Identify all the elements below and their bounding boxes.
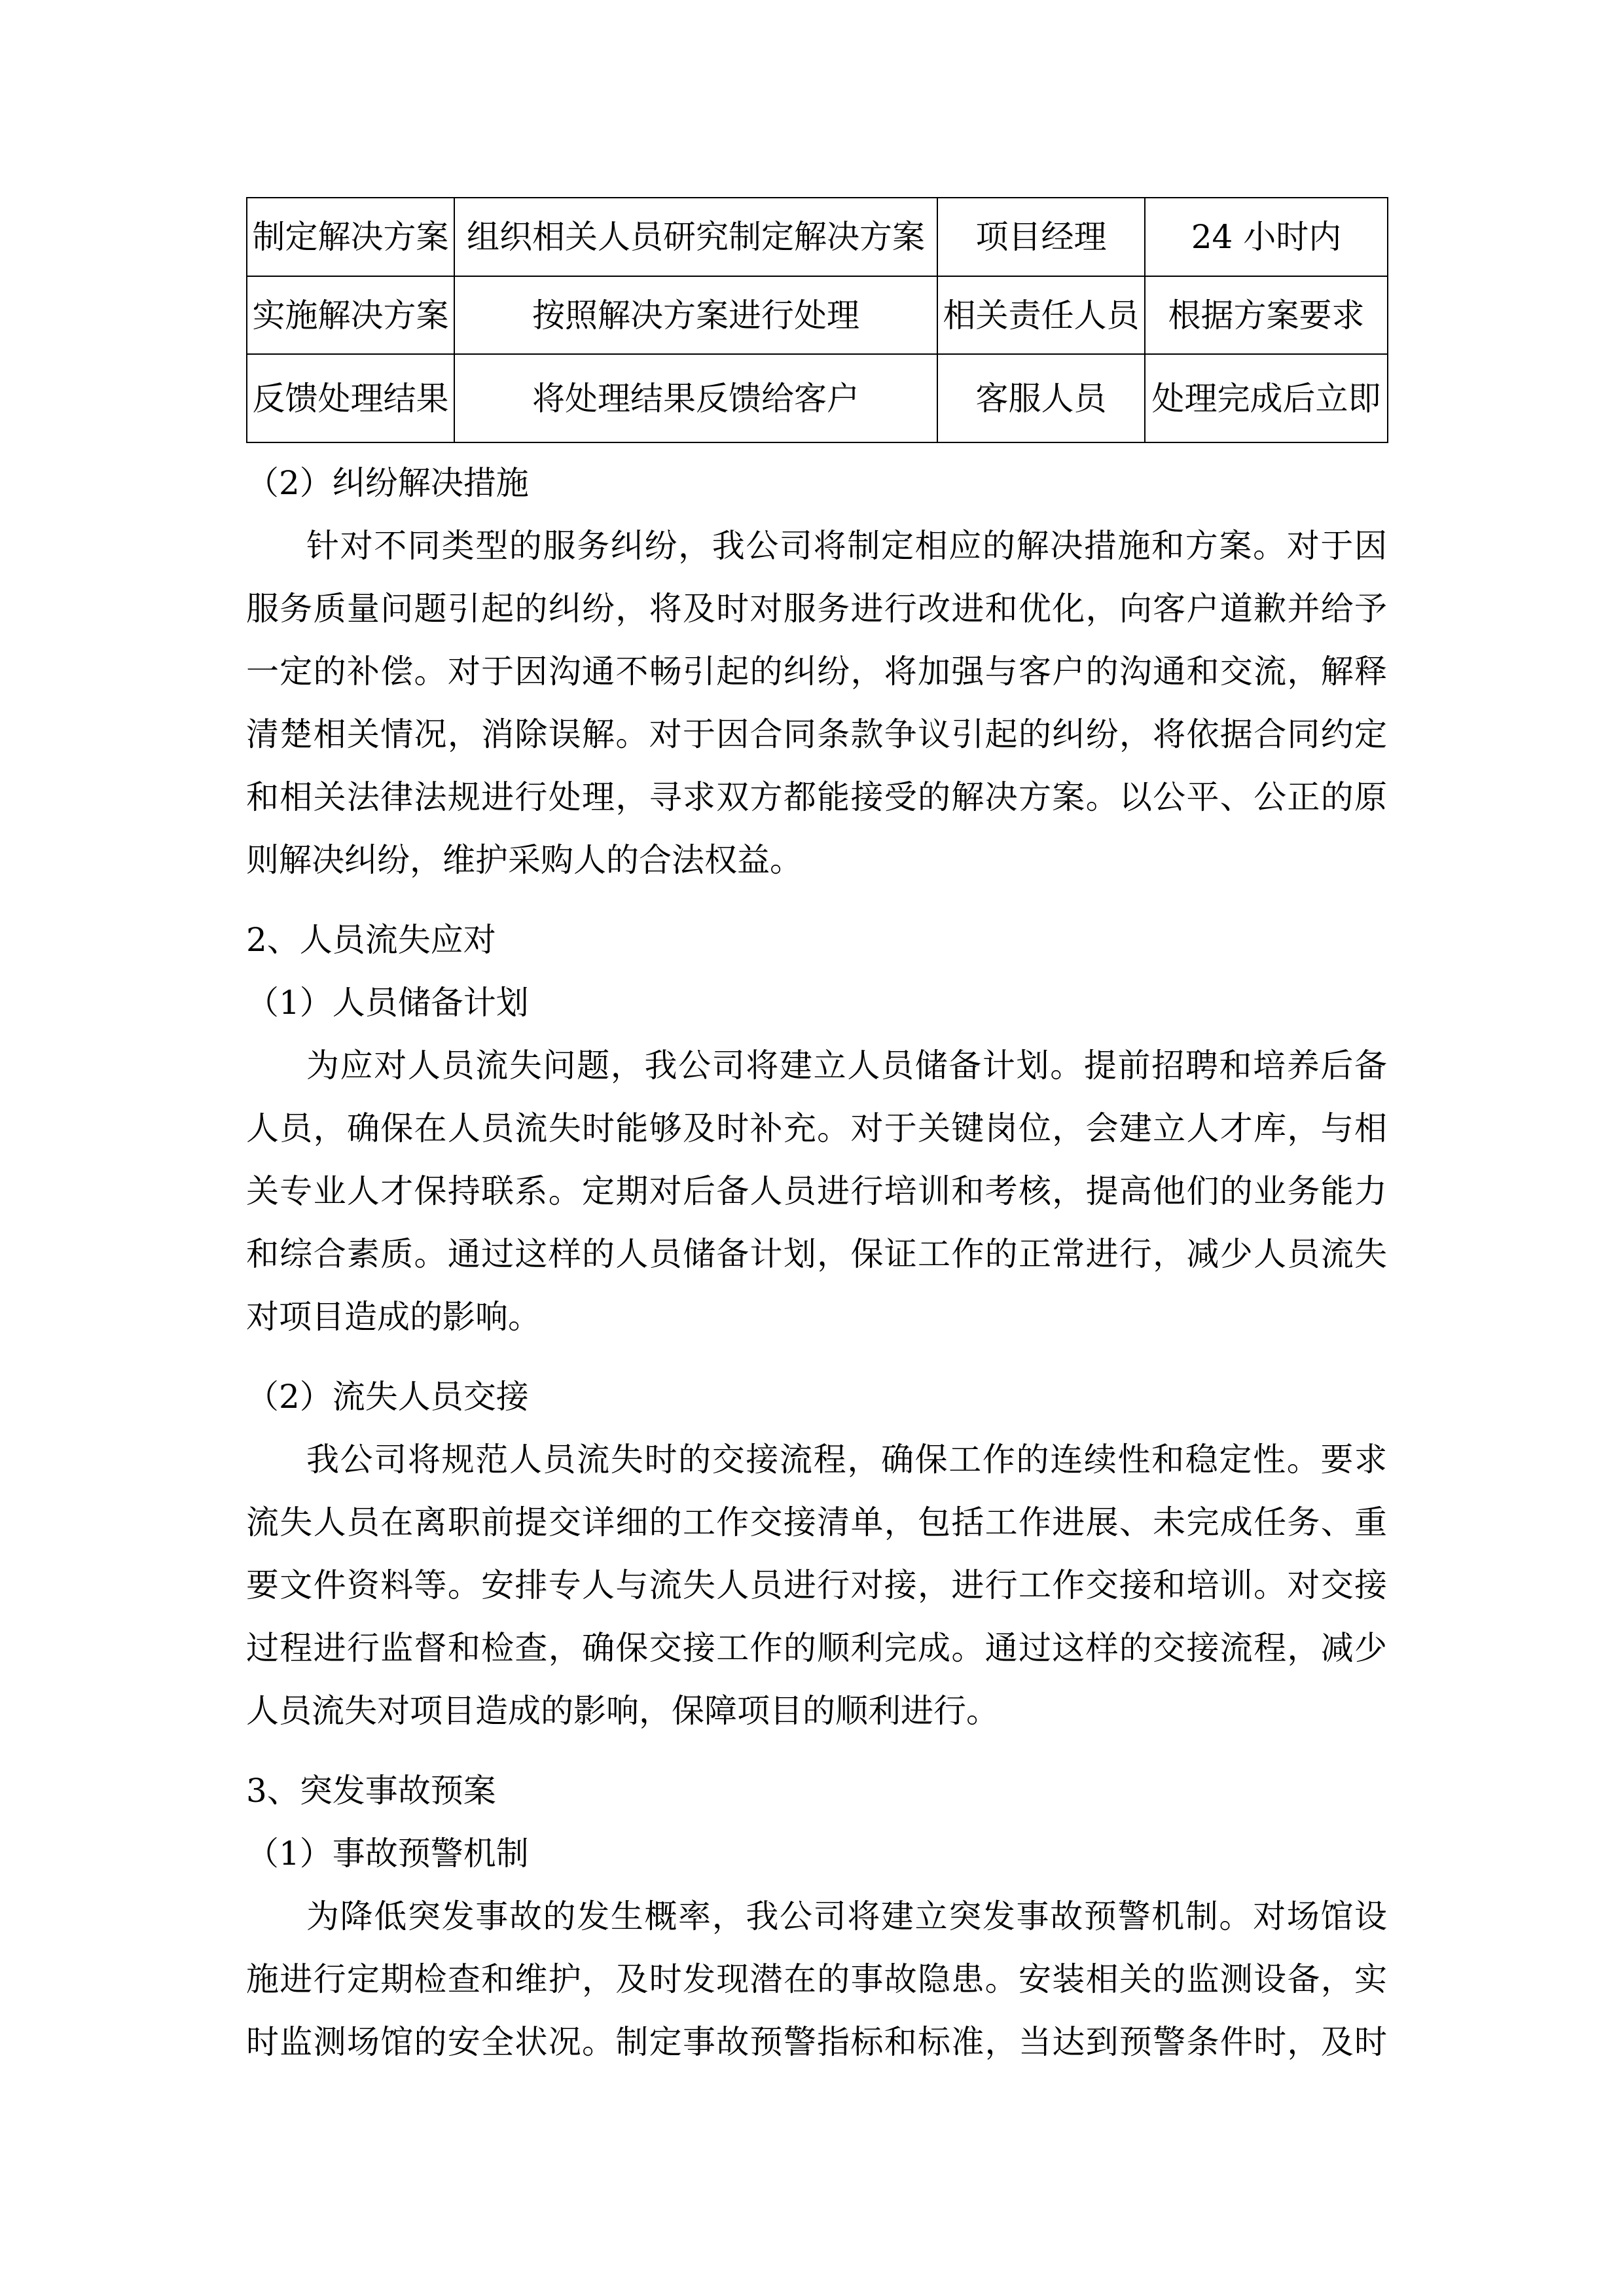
paragraph-line: 施进行定期检查和维护，及时发现潜在的事故隐患。安装相关的监测设备，实 — [246, 1960, 1387, 1998]
paragraph-line: 人员流失对项目造成的影响，保障项目的顺利进行。 — [246, 1692, 999, 1730]
paragraph-line: 流失人员在离职前提交详细的工作交接清单，包括工作进展、未完成任务、重 — [246, 1503, 1387, 1541]
paragraph-line: 我公司将规范人员流失时的交接流程，确保工作的连续性和稳定性。要求 — [306, 1441, 1387, 1479]
paragraph-line: 针对不同类型的服务纠纷，我公司将制定相应的解决措施和方案。对于因 — [306, 527, 1387, 565]
table-cell-action: 组织相关人员研究制定解决方案 — [454, 198, 937, 276]
paragraph-line: 则解决纠纷，维护采购人的合法权益。 — [246, 841, 803, 879]
paragraph-line: 一定的补偿。对于因沟通不畅引起的纠纷，将加强与客户的沟通和交流，解释 — [246, 653, 1387, 691]
subsection-heading: （2）流失人员交接 — [246, 1378, 529, 1416]
table-row — [247, 354, 1388, 442]
paragraph — [246, 1885, 1387, 2073]
table-cell-owner: 项目经理 — [937, 198, 1145, 276]
paragraph-line: 为降低突发事故的发生概率，我公司将建立突发事故预警机制。对场馆设 — [306, 1897, 1387, 1935]
table-cell-time: 根据方案要求 — [1145, 276, 1388, 354]
section-heading: 3、突发事故预案 — [246, 1772, 496, 1810]
subsection-heading: （2）纠纷解决措施 — [246, 464, 529, 502]
table-cell-action: 按照解决方案进行处理 — [454, 276, 937, 354]
paragraph-line: 时监测场馆的安全状况。制定事故预警指标和标准，当达到预警条件时，及时 — [246, 2023, 1387, 2061]
paragraph-line: 关专业人才保持联系。定期对后备人员进行培训和考核，提高他们的业务能力 — [246, 1172, 1387, 1210]
table-cell-time: 24 小时内 — [1145, 198, 1388, 276]
table-cell-step: 实施解决方案 — [247, 276, 454, 354]
table-cell-time: 处理完成后立即 — [1145, 354, 1388, 442]
paragraph-line: 服务质量问题引起的纠纷，将及时对服务进行改进和优化，向客户道歉并给予 — [246, 590, 1387, 628]
table-cell-owner: 相关责任人员 — [937, 276, 1145, 354]
paragraph-line: 对项目造成的影响。 — [246, 1298, 541, 1336]
paragraph — [246, 514, 1387, 891]
paragraph-line: 为应对人员流失问题，我公司将建立人员储备计划。提前招聘和培养后备 — [306, 1047, 1387, 1085]
subsection-heading: （1）事故预警机制 — [246, 1835, 529, 1873]
paragraph — [246, 1428, 1387, 1742]
table-cell-action: 将处理结果反馈给客户 — [454, 354, 937, 442]
paragraph-line: 要文件资料等。安排专人与流失人员进行对接，进行工作交接和培训。对交接 — [246, 1566, 1387, 1604]
paragraph-line: 过程进行监督和检查，确保交接工作的顺利完成。通过这样的交接流程，减少 — [246, 1629, 1387, 1667]
task-table — [246, 197, 1388, 443]
table-cell-step: 反馈处理结果 — [247, 354, 454, 442]
page-content — [246, 197, 1387, 2090]
table-row — [247, 276, 1388, 354]
section-heading: 2、人员流失应对 — [246, 921, 496, 959]
subsection-heading: （1）人员储备计划 — [246, 984, 529, 1022]
paragraph — [246, 1034, 1387, 1348]
paragraph-line: 和综合素质。通过这样的人员储备计划，保证工作的正常进行，减少人员流失 — [246, 1235, 1387, 1273]
table-cell-step: 制定解决方案 — [247, 198, 454, 276]
paragraph-line: 清楚相关情况，消除误解。对于因合同条款争议引起的纠纷，将依据合同约定 — [246, 715, 1387, 753]
table-cell-owner: 客服人员 — [937, 354, 1145, 442]
paragraph-line: 人员，确保在人员流失时能够及时补充。对于关键岗位，会建立人才库，与相 — [246, 1109, 1387, 1147]
table-row — [247, 198, 1388, 276]
paragraph-line: 和相关法律法规进行处理，寻求双方都能接受的解决方案。以公平、公正的原 — [246, 778, 1387, 816]
